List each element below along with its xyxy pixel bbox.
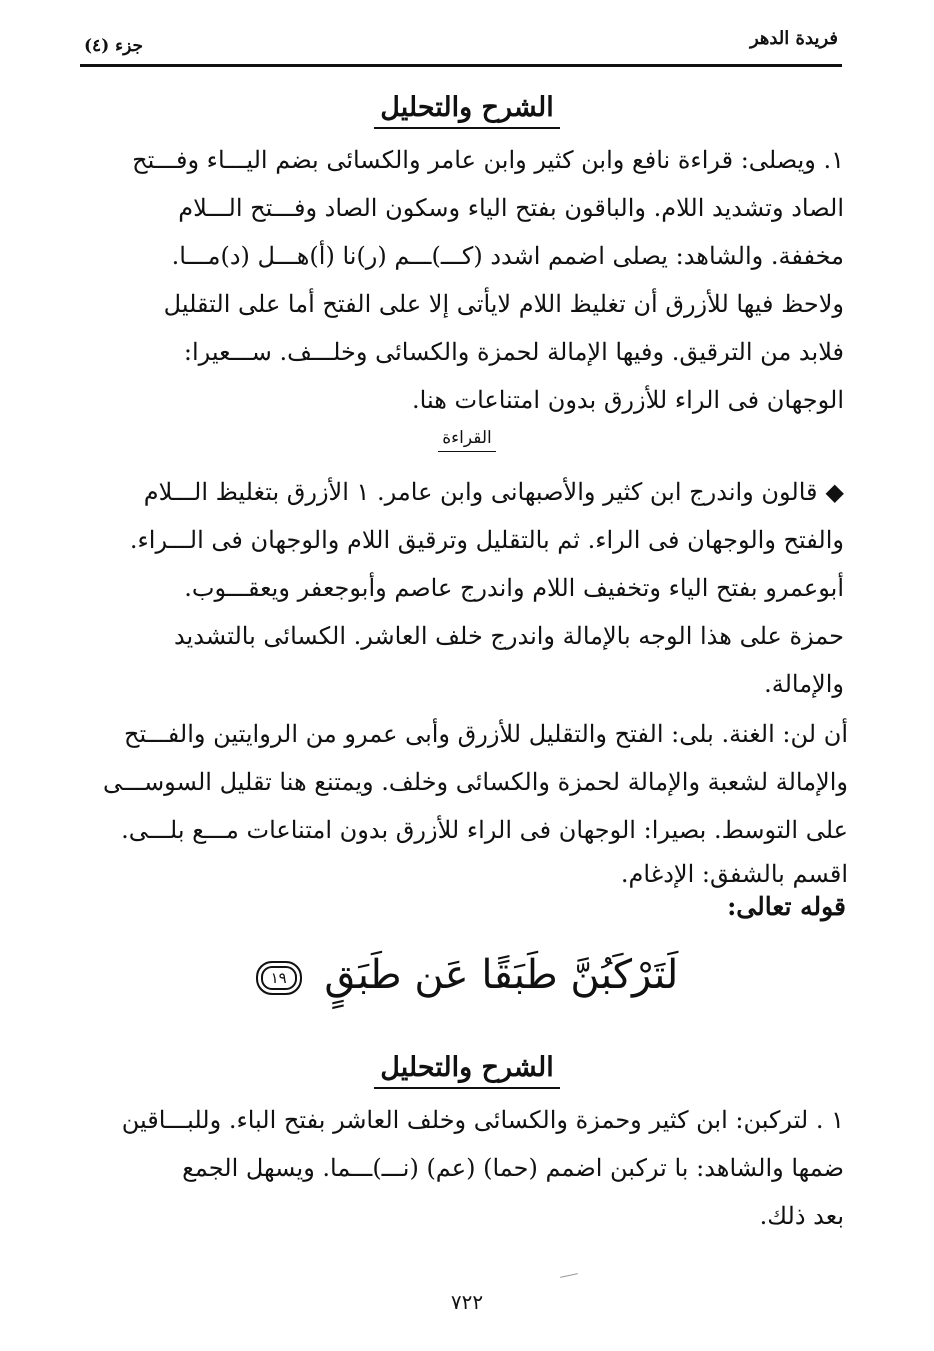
qiraa-heading: [0, 428, 934, 452]
text-line: ولاحظ فيها للأزرق أن تغليظ اللام لايأتى إلا على الفتح أما على التقليل: [163, 290, 844, 318]
text-line: الصاد وتشديد اللام. والباقون بفتح الياء وسكون الصاد وفـــتح الـــلام: [178, 194, 844, 222]
book-title: فريدة الدهر: [749, 28, 838, 49]
notes-paragraph: [90, 710, 848, 894]
text-line: فلابد من الترقيق. وفيها الإمالة لحمزة والكسائى وخلـــف. ســـعيرا:: [183, 338, 844, 366]
qiraa-paragraph: [92, 468, 844, 708]
section-heading-text: الشرح والتحليل: [374, 1052, 559, 1089]
explanation-paragraph-2: [92, 1096, 844, 1240]
verse-text: لَتَرْكَبُنَّ طَبَقًا عَن طَبَقٍ: [324, 952, 679, 998]
text-line: والفتح والوجهان فى الراء. ثم بالتقليل وترقيق اللام والوجهان فى الـــراء.: [129, 526, 844, 554]
verse-label: قوله تعالى:: [727, 892, 846, 921]
qiraa-heading-text: القراءة: [438, 428, 496, 452]
header-rule: [80, 64, 842, 67]
text-line: أن لن: الغنة. بلى: الفتح والتقليل للأزرق وأبى عمرو من الروايتين والفـــتح: [123, 720, 848, 748]
text-line: أبوعمرو بفتح الياء وتخفيف اللام واندرج عاصم وأبوجعفر ويعقـــوب.: [184, 574, 844, 602]
text-line: حمزة على هذا الوجه بالإمالة واندرج خلف العاشر. الكسائى بالتشديد: [173, 622, 844, 650]
text-line: ضمها والشاهد: با تركبن اضمم (حما) (عم) (نـــ)ـــما. ويسهل الجمع: [182, 1154, 844, 1182]
scan-speck: [560, 1273, 578, 1278]
text-line: مخففة. والشاهد: يصلى اضمم اشدد (كـــ)ـــم (ر)نا (أ)هـــل (د)مـــا.: [171, 242, 844, 270]
text-line: الوجهان فى الراء للأزرق بدون امتناعات هنا.: [412, 386, 844, 414]
text-line: ١. ويصلى: قراءة نافع وابن كثير وابن عامر والكسائى بضم اليـــاء وفـــتح: [132, 146, 844, 174]
text-line: [92, 468, 844, 516]
text-line: والإمالة.: [764, 670, 844, 698]
text-line: اقسم بالشفق: الإدغام.: [620, 860, 848, 888]
diamond-bullet-icon: ◆: [825, 478, 844, 506]
text-line-content: قالون واندرج ابن كثير والأصبهانى وابن عامر. ١ الأزرق بتغليظ الـــلام: [143, 478, 818, 506]
explanation-paragraph: [88, 136, 844, 424]
text-line: على التوسط. بصيرا: الوجهان فى الراء للأزرق بدون امتناعات مـــع بلـــى.: [121, 816, 848, 844]
ayah-number-badge: ١٩: [256, 961, 302, 995]
running-header: [84, 22, 838, 62]
section-heading-explanation: [0, 92, 934, 129]
text-line: والإمالة لشعبة والإمالة لحمزة والكسائى وخلف. ويمتنع هنا تقليل السوســـى: [102, 768, 848, 796]
part-number: جزء (٤): [84, 36, 144, 56]
section-heading-explanation-2: [0, 1052, 934, 1089]
text-line: بعد ذلك.: [759, 1202, 844, 1230]
text-line: ١ . لتركبن: ابن كثير وحمزة والكسائى وخلف العاشر بفتح الباء. وللبـــاقين: [121, 1106, 844, 1134]
quran-verse: [0, 940, 934, 1010]
section-heading-text: الشرح والتحليل: [374, 92, 559, 129]
page-number: ٧٢٢: [450, 1290, 484, 1314]
